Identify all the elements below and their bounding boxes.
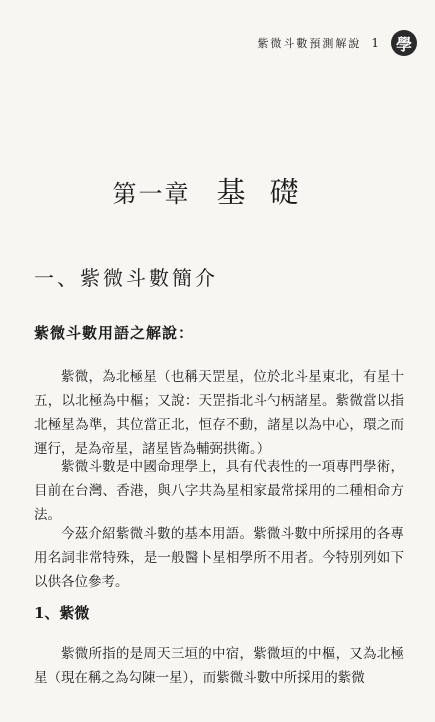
paragraph-3 [34,522,404,594]
subsection-title: 紫微斗數用語之解說： [34,324,195,342]
page-header [257,28,417,58]
chapter-heading [0,170,435,211]
page-number: 1 [371,36,379,50]
paragraph-text: 紫微，為北極星（也稱天罡星，位於北斗星東北，有星十五，以北極為中樞；又說：天罡指北斗勺柄諸星。紫微當以指北極星為準，其位當正北，恒存不動，諸星以為中心，環之而運行，是為帝星，諸星皆為輔弼拱衛。） [34,369,404,457]
chapter-number: 第一章 [112,180,191,208]
seal-icon: 學 [391,30,417,56]
section-title: 一、紫微斗數簡介 [34,266,218,290]
chapter-title: 基礎 [216,175,323,209]
paragraph-2 [34,455,404,527]
item-heading: 1、紫微 [34,604,90,622]
paragraph-text: 紫微斗數是中國命理學上，具有代表性的一項專門學術，目前在台灣、香港，與八字共為星相家最常採用的二種相命方法。 [34,459,404,523]
paragraph-text: 紫微所指的是周天三垣的中宿，紫微垣的中樞，又為北極星（現在稱之為勾陳一星），而紫微斗數中所採用的紫微 [34,646,404,686]
running-title: 紫微斗數預測解說 [257,37,362,50]
paragraph-text: 今茲介紹紫微斗數的基本用語。紫微斗數中所採用的各專用名詞非常特殊，是一般醫卜星相學所不用者。今特別列如下以供各位參考。 [34,526,404,590]
paragraph-1 [34,365,404,461]
item-paragraph [34,642,404,690]
